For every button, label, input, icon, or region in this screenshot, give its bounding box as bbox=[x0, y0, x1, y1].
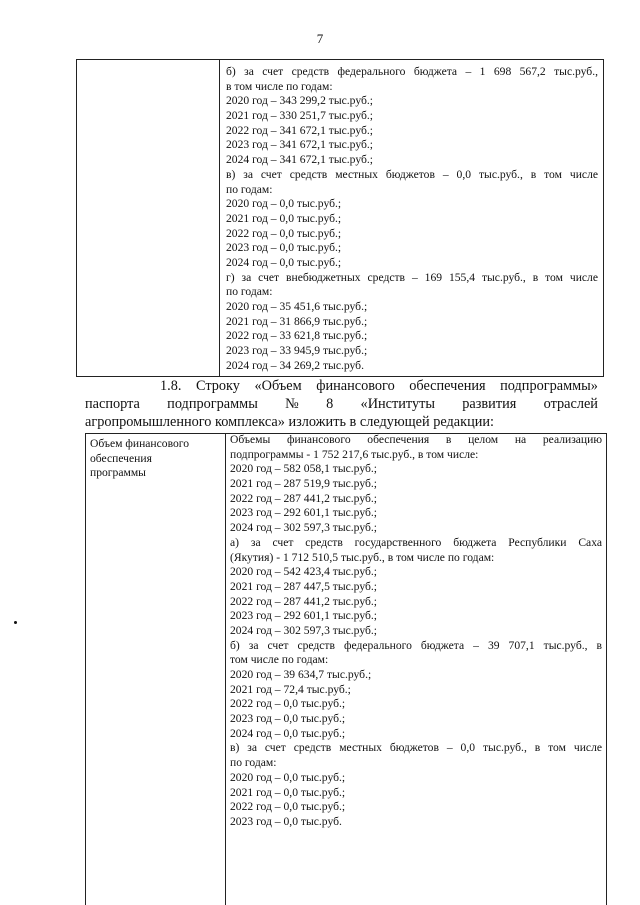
text-line: 2020 год – 39 634,7 тыс.руб.; bbox=[230, 668, 372, 681]
text-line: 2024 год – 302 597,3 тыс.руб.; bbox=[230, 521, 377, 535]
text-line: 2024 год – 0,0 тыс.руб.; bbox=[226, 255, 342, 269]
text-line: 2021 год – 330 251,7 тыс.руб.; bbox=[226, 109, 373, 123]
text-line: 2021 год – 0,0 тыс.руб.; bbox=[226, 211, 342, 225]
paragraph-line-1 bbox=[160, 379, 598, 394]
bottom-table-content bbox=[230, 433, 602, 830]
bottom-table-left-label bbox=[90, 437, 220, 481]
text-line: 2021 год – 287 519,9 тыс.руб.; bbox=[230, 477, 377, 491]
text-line: 2021 год – 72,4 тыс.руб.; bbox=[230, 682, 351, 696]
text-line: том числе по годам: bbox=[230, 653, 329, 667]
bottom-table-column-divider bbox=[225, 434, 226, 905]
text-line: 2022 год – 0,0 тыс.руб.; bbox=[226, 226, 342, 240]
left-label-line: Объем финансового bbox=[90, 437, 190, 450]
paragraph-word: Строку bbox=[195, 378, 240, 394]
text-line: 2022 год – 0,0 тыс.руб.; bbox=[230, 697, 346, 711]
text-line: 2020 год – 582 058,1 тыс.руб.; bbox=[230, 462, 377, 476]
text-line: 2023 год – 292 601,1 тыс.руб.; bbox=[230, 609, 377, 623]
paragraph-word: подпрограммы» bbox=[500, 378, 598, 394]
text-line: 2020 год – 0,0 тыс.руб.; bbox=[230, 770, 346, 784]
top-table-column-divider bbox=[219, 60, 220, 376]
paragraph-word: развития bbox=[462, 396, 517, 412]
text-line: 2023 год – 33 945,9 тыс.руб.; bbox=[226, 344, 368, 358]
text-line: б) за счет средств федерального бюджета – 1 698 567,2 тыс.руб., bbox=[226, 65, 598, 78]
paragraph-line-3: агропромышленного комплекса» изложить в следующей редакции: bbox=[85, 414, 494, 430]
left-label-line: обеспечения bbox=[90, 451, 152, 465]
paragraph-word: 8 bbox=[326, 396, 334, 412]
paragraph-1-8 bbox=[85, 379, 598, 430]
text-line: 2020 год – 0,0 тыс.руб.; bbox=[226, 197, 342, 211]
text-line: 2024 год – 34 269,2 тыс.руб. bbox=[226, 358, 364, 372]
text-line: г) за счет внебюджетных средств – 169 155,4 тыс.руб., в том числе bbox=[226, 270, 598, 284]
paragraph-word: «Институты bbox=[360, 396, 435, 412]
text-line: в том числе по годам: bbox=[226, 79, 333, 93]
paragraph-word: № bbox=[285, 396, 299, 412]
text-line: по годам: bbox=[230, 756, 277, 770]
text-line: 2020 год – 35 451,6 тыс.руб.; bbox=[226, 300, 368, 313]
text-line: 2021 год – 0,0 тыс.руб.; bbox=[230, 785, 346, 799]
text-line: 2020 год – 542 423,4 тыс.руб.; bbox=[230, 565, 377, 579]
text-line: (Якутия) - 1 712 510,5 тыс.руб., в том числе по годам: bbox=[230, 550, 495, 564]
text-line: подпрограммы - 1 752 217,6 тыс.руб., в том числе: bbox=[230, 447, 479, 461]
text-line: 2023 год – 0,0 тыс.руб. bbox=[230, 814, 342, 828]
margin-mark bbox=[14, 621, 17, 624]
text-line: б) за счет средств федерального бюджета – 39 707,1 тыс.руб., в bbox=[230, 638, 602, 652]
text-line: 2022 год – 341 672,1 тыс.руб.; bbox=[226, 123, 373, 137]
page-number: 7 bbox=[316, 31, 324, 46]
text-line: 2022 год – 33 621,8 тыс.руб.; bbox=[226, 329, 368, 343]
text-line: 2023 год – 0,0 тыс.руб.; bbox=[230, 712, 346, 726]
paragraph-word: «Объем bbox=[254, 378, 302, 394]
text-line: 2024 год – 0,0 тыс.руб.; bbox=[230, 726, 346, 740]
top-table-content bbox=[226, 65, 598, 373]
paragraph-word: 1.8. bbox=[160, 378, 182, 394]
text-line: а) за счет средств государственного бюджета Республики Саха bbox=[230, 535, 602, 549]
paragraph-word: обеспечения bbox=[409, 378, 486, 394]
text-line: по годам: bbox=[226, 285, 273, 299]
text-line: 2022 год – 287 441,2 тыс.руб.; bbox=[230, 491, 377, 505]
text-line: 2023 год – 292 601,1 тыс.руб.; bbox=[230, 506, 377, 520]
left-label-line: программы bbox=[90, 466, 146, 479]
text-line: в) за счет средств местных бюджетов – 0,0 тыс.руб., в том числе bbox=[226, 167, 598, 181]
paragraph-word: подпрограммы bbox=[167, 396, 258, 412]
paragraph-line-2 bbox=[85, 397, 598, 412]
text-line: 2023 год – 341 672,1 тыс.руб.; bbox=[226, 138, 373, 152]
text-line: 2021 год – 287 447,5 тыс.руб.; bbox=[230, 579, 377, 593]
paragraph-word: финансового bbox=[316, 378, 395, 394]
text-line: 2020 год – 343 299,2 тыс.руб.; bbox=[226, 94, 373, 108]
text-line: 2024 год – 302 597,3 тыс.руб.; bbox=[230, 623, 377, 637]
text-line: 2023 год – 0,0 тыс.руб.; bbox=[226, 241, 342, 255]
text-line: в) за счет средств местных бюджетов – 0,0 тыс.руб., в том числе bbox=[230, 741, 602, 755]
text-line: 2022 год – 287 441,2 тыс.руб.; bbox=[230, 594, 377, 608]
text-line: Объемы финансового обеспечения в целом на реализацию bbox=[230, 433, 602, 446]
paragraph-word: паспорта bbox=[85, 396, 140, 412]
text-line: по годам: bbox=[226, 182, 273, 196]
text-line: 2021 год – 31 866,9 тыс.руб.; bbox=[226, 314, 368, 328]
text-line: 2022 год – 0,0 тыс.руб.; bbox=[230, 800, 346, 814]
text-line: 2024 год – 341 672,1 тыс.руб.; bbox=[226, 153, 373, 167]
paragraph-word: отраслей bbox=[543, 396, 598, 412]
